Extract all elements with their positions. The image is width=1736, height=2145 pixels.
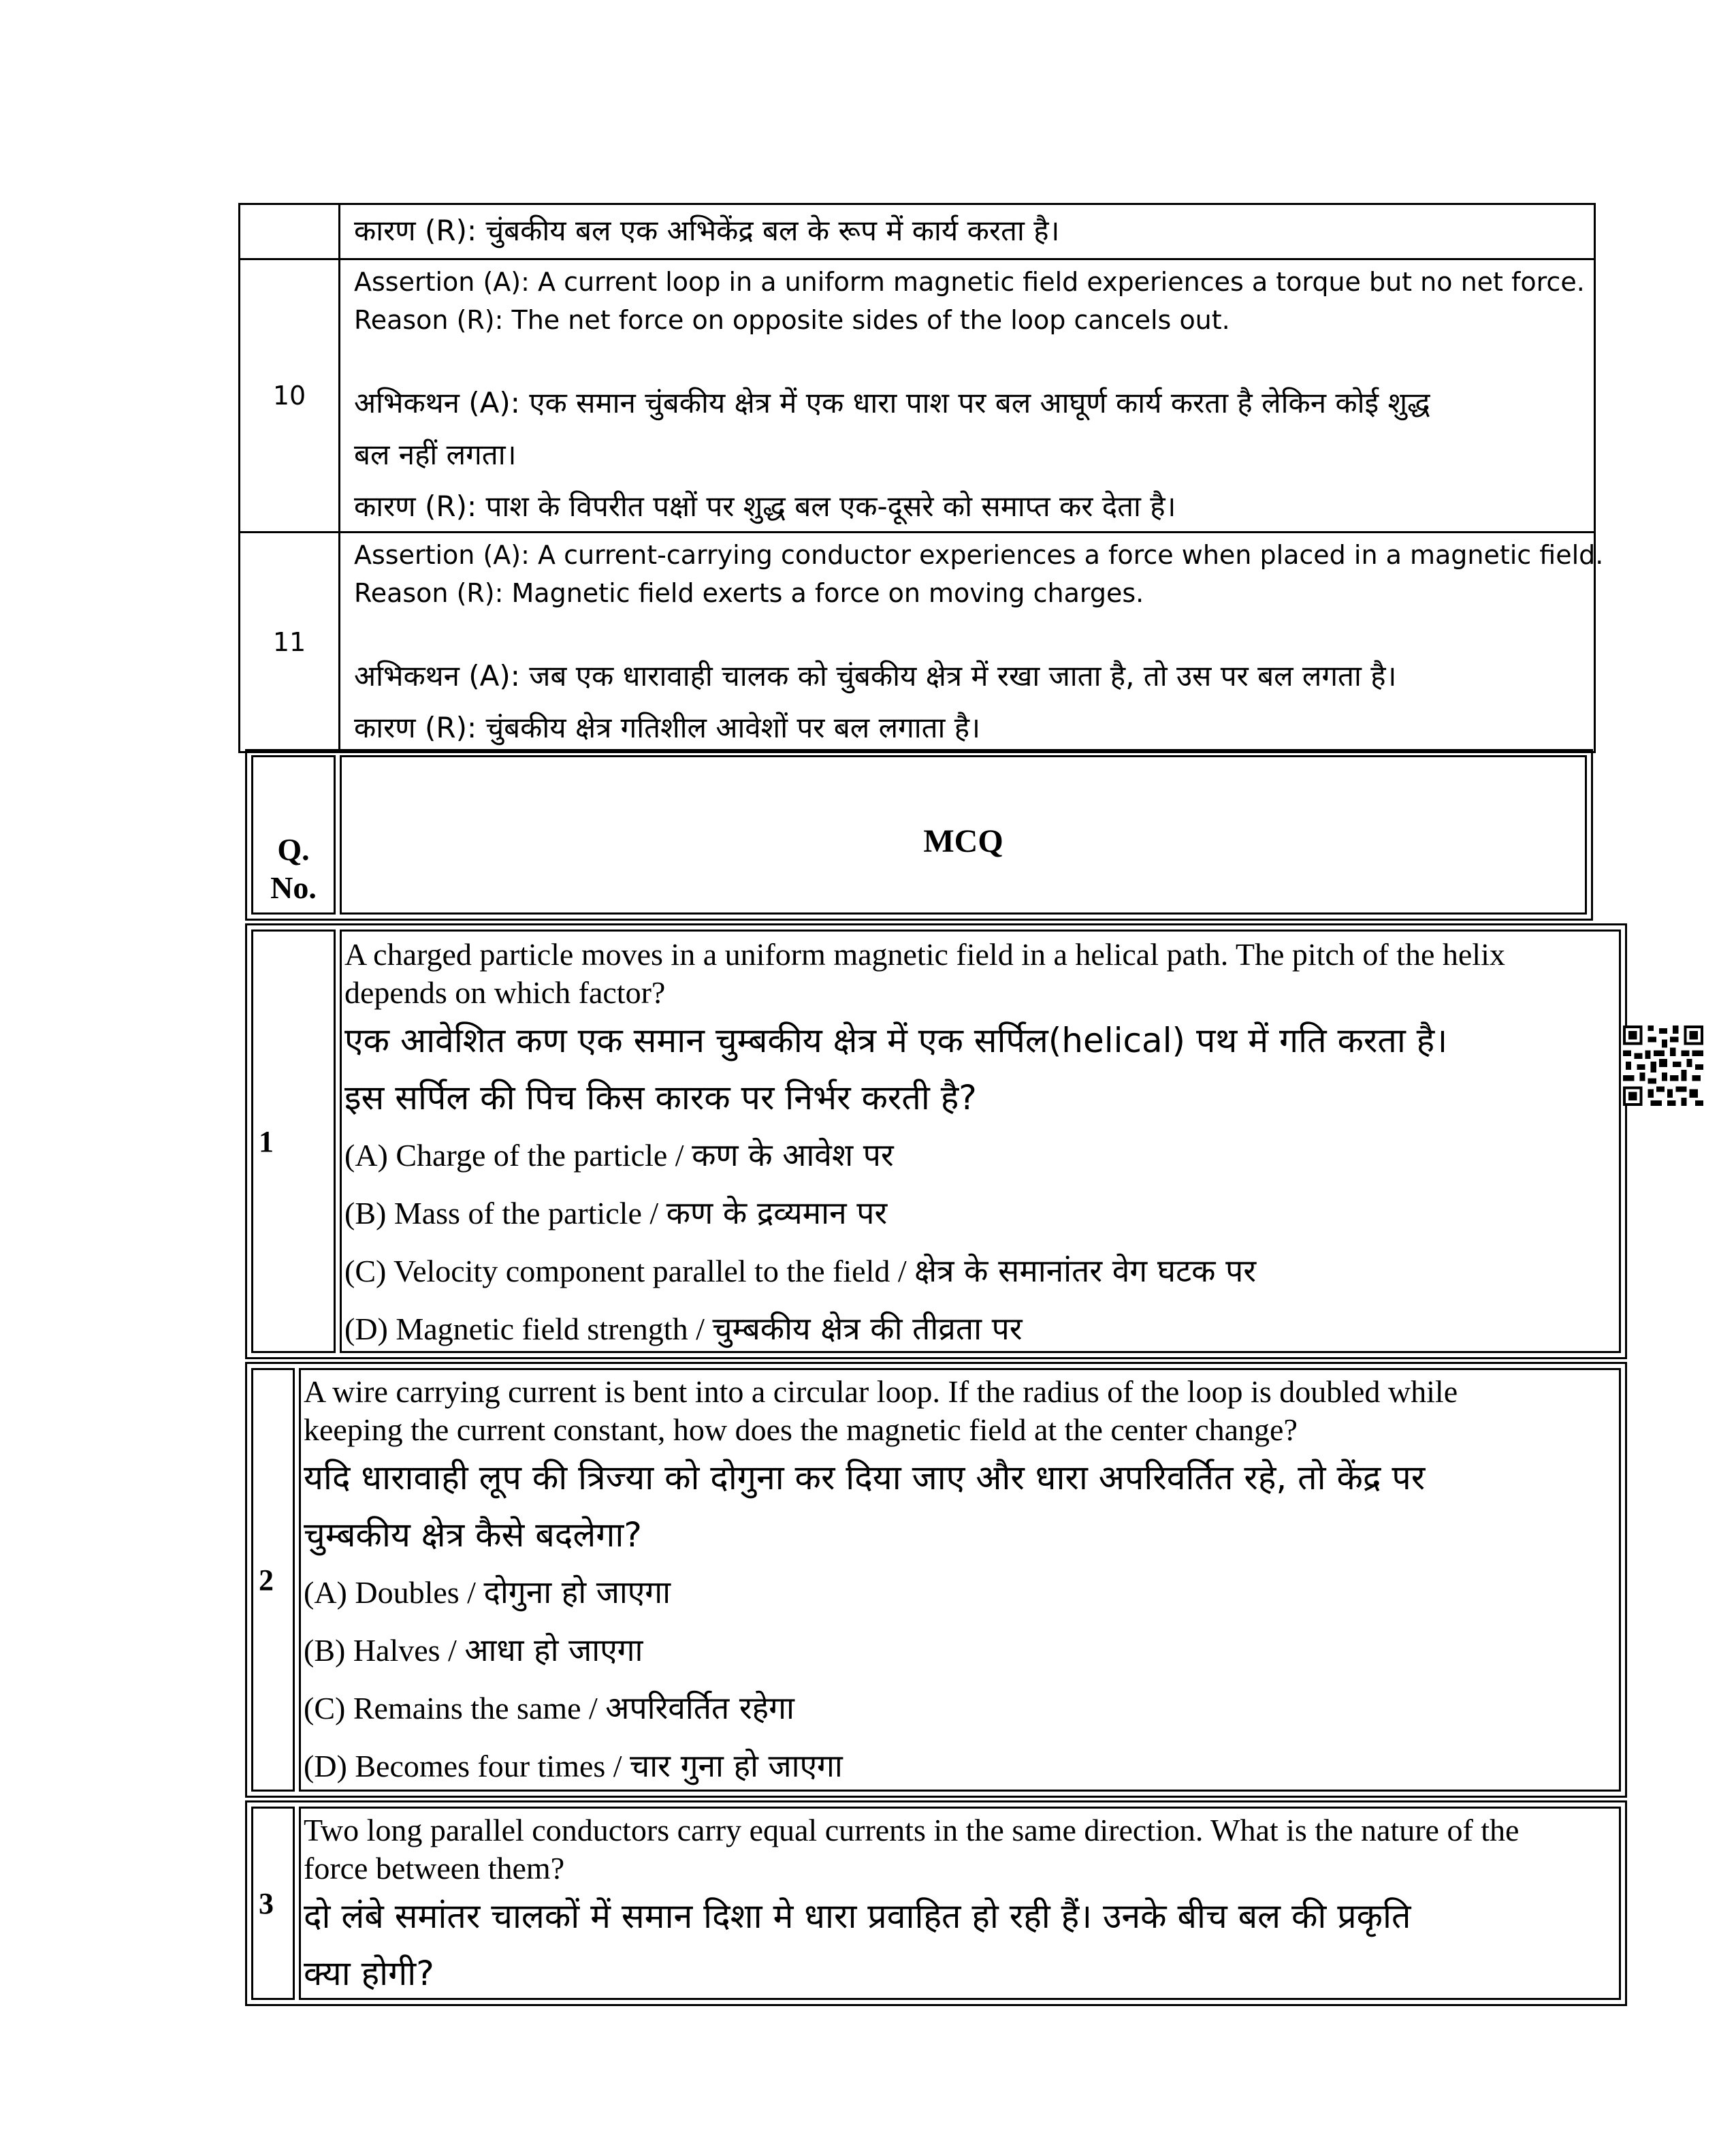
question-text-english-continued: depends on which factor?	[344, 975, 666, 1010]
qno-header-cell	[251, 755, 336, 915]
option-label: (C) Velocity component parallel to the field /	[344, 1254, 915, 1288]
table-row	[240, 531, 1604, 751]
question-text-english-continued: force between them?	[304, 1851, 565, 1886]
question-number: 2	[251, 1368, 295, 1792]
question-text-hindi: यदि धारावाही लूप की त्रिज्या को दोगुना कर दिया जाए और धारा अपरिवर्तित रहे, तो केंद्र पर	[304, 1458, 1426, 1497]
option-a	[344, 1126, 1616, 1184]
question-body-cell	[340, 533, 1617, 751]
reason-english: Reason (R): The net force on opposite sides of the loop cancels out.	[354, 305, 1230, 335]
reason-english: Reason (R): Magnetic field exerts a force on moving charges.	[354, 578, 1144, 608]
option-label: (A) Doubles /	[304, 1575, 484, 1610]
question-text-hindi-continued: क्या होगी?	[304, 1954, 434, 1993]
option-c	[304, 1679, 1616, 1737]
reason-hindi: कारण (R): पाश के विपरीत पक्षों पर शुद्ध बल एक-दूसरे को समाप्त कर देता है।	[354, 490, 1176, 523]
question-text-english: A wire carrying current is bent into a circular loop. If the radius of the loop is doubled while	[304, 1374, 1458, 1409]
assertion-english: Assertion (A): A current loop in a uniform magnetic field experiences a torque but no net force.	[354, 267, 1585, 297]
reason-hindi: कारण (R): चुंबकीय बल एक अभिकेंद्र बल के रूप में कार्य करता है।	[354, 214, 1060, 247]
option-hindi: चार गुना हो जाएगा	[630, 1747, 843, 1784]
qr-code-icon	[1623, 1026, 1703, 1106]
option-label: (B) Mass of the particle /	[344, 1196, 666, 1230]
option-c	[344, 1242, 1616, 1300]
question-number: 1	[251, 930, 336, 1353]
option-label: (D) Becomes four times /	[304, 1749, 630, 1783]
question-body-cell	[340, 260, 1598, 531]
option-hindi: चुम्बकीय क्षेत्र की तीव्रता पर	[712, 1310, 1023, 1347]
option-b	[304, 1621, 1616, 1679]
option-hindi: क्षेत्र के समानांतर वेग घटक पर	[914, 1252, 1257, 1289]
question-body	[340, 930, 1621, 1353]
question-number-cell	[240, 205, 340, 258]
assertion-hindi: अभिकथन (A): एक समान चुंबकीय क्षेत्र में एक धारा पाश पर बल आघूर्ण कार्य करता है लेकिन कोई शुद्ध	[354, 386, 1430, 419]
question-body	[299, 1368, 1621, 1792]
question-number: 3	[251, 1807, 295, 2000]
assertion-hindi-continued: बल नहीं लगता।	[354, 438, 517, 471]
question-body-cell	[340, 205, 1594, 258]
question-body	[299, 1807, 1621, 2000]
option-hindi: कण के द्रव्यमान पर	[666, 1194, 888, 1231]
question-text-hindi-continued: चुम्बकीय क्षेत्र कैसे बदलेगा?	[304, 1515, 642, 1555]
table-row	[240, 258, 1594, 531]
option-label: (D) Magnetic field strength /	[344, 1312, 713, 1346]
question-text-english: A charged particle moves in a uniform magnetic field in a helical path. The pitch of the helix	[344, 937, 1505, 972]
mcq-header	[245, 749, 1593, 921]
option-d	[344, 1300, 1616, 1358]
question-3	[245, 1800, 1627, 2006]
mcq-title: MCQ	[923, 823, 1003, 859]
question-2	[245, 1362, 1627, 1798]
assertion-english: Assertion (A): A current-carrying conductor experiences a force when placed in a magnetic field.	[354, 540, 1604, 570]
option-hindi: आधा हो जाएगा	[464, 1632, 643, 1668]
mcq-title-cell	[340, 755, 1587, 915]
option-d	[304, 1737, 1616, 1795]
question-text-english-continued: keeping the current constant, how does the magnetic field at the center change?	[304, 1412, 1298, 1447]
table-row	[240, 205, 1594, 258]
option-label: (B) Halves /	[304, 1633, 465, 1668]
assertion-hindi: अभिकथन (A): जब एक धारावाही चालक को चुंबकीय क्षेत्र में रखा जाता है, तो उस पर बल लगता है।	[354, 659, 1397, 693]
qno-label-line1: Q.	[277, 832, 310, 867]
option-hindi: अपरिवर्तित रहेगा	[605, 1689, 794, 1726]
option-hindi: कण के आवेश पर	[692, 1137, 894, 1173]
question-1	[245, 923, 1627, 1359]
option-hindi: दोगुना हो जाएगा	[483, 1574, 671, 1610]
assertion-reason-table	[238, 203, 1604, 753]
question-text-hindi-continued: इस सर्पिल की पिच किस कारक पर निर्भर करती है?	[344, 1078, 977, 1117]
question-text-hindi: एक आवेशित कण एक समान चुम्बकीय क्षेत्र में एक सर्पिल(helical) पथ में गति करता है।	[344, 1021, 1448, 1060]
question-text-hindi: दो लंबे समांतर चालकों में समान दिशा मे धारा प्रवाहित हो रही हैं। उनके बीच बल की प्रकृति	[304, 1896, 1411, 1936]
question-number: 11	[240, 533, 340, 751]
question-text-english: Two long parallel conductors carry equal currents in the same direction. What is the nature of the	[304, 1813, 1520, 1847]
question-number: 10	[240, 260, 340, 531]
option-a	[304, 1563, 1616, 1621]
option-b	[344, 1184, 1616, 1242]
qno-label-line2: No.	[270, 870, 317, 905]
reason-hindi: कारण (R): चुंबकीय क्षेत्र गतिशील आवेशों पर बल लगाता है।	[354, 711, 981, 744]
option-label: (A) Charge of the particle /	[344, 1138, 692, 1173]
option-label: (C) Remains the same /	[304, 1691, 606, 1726]
